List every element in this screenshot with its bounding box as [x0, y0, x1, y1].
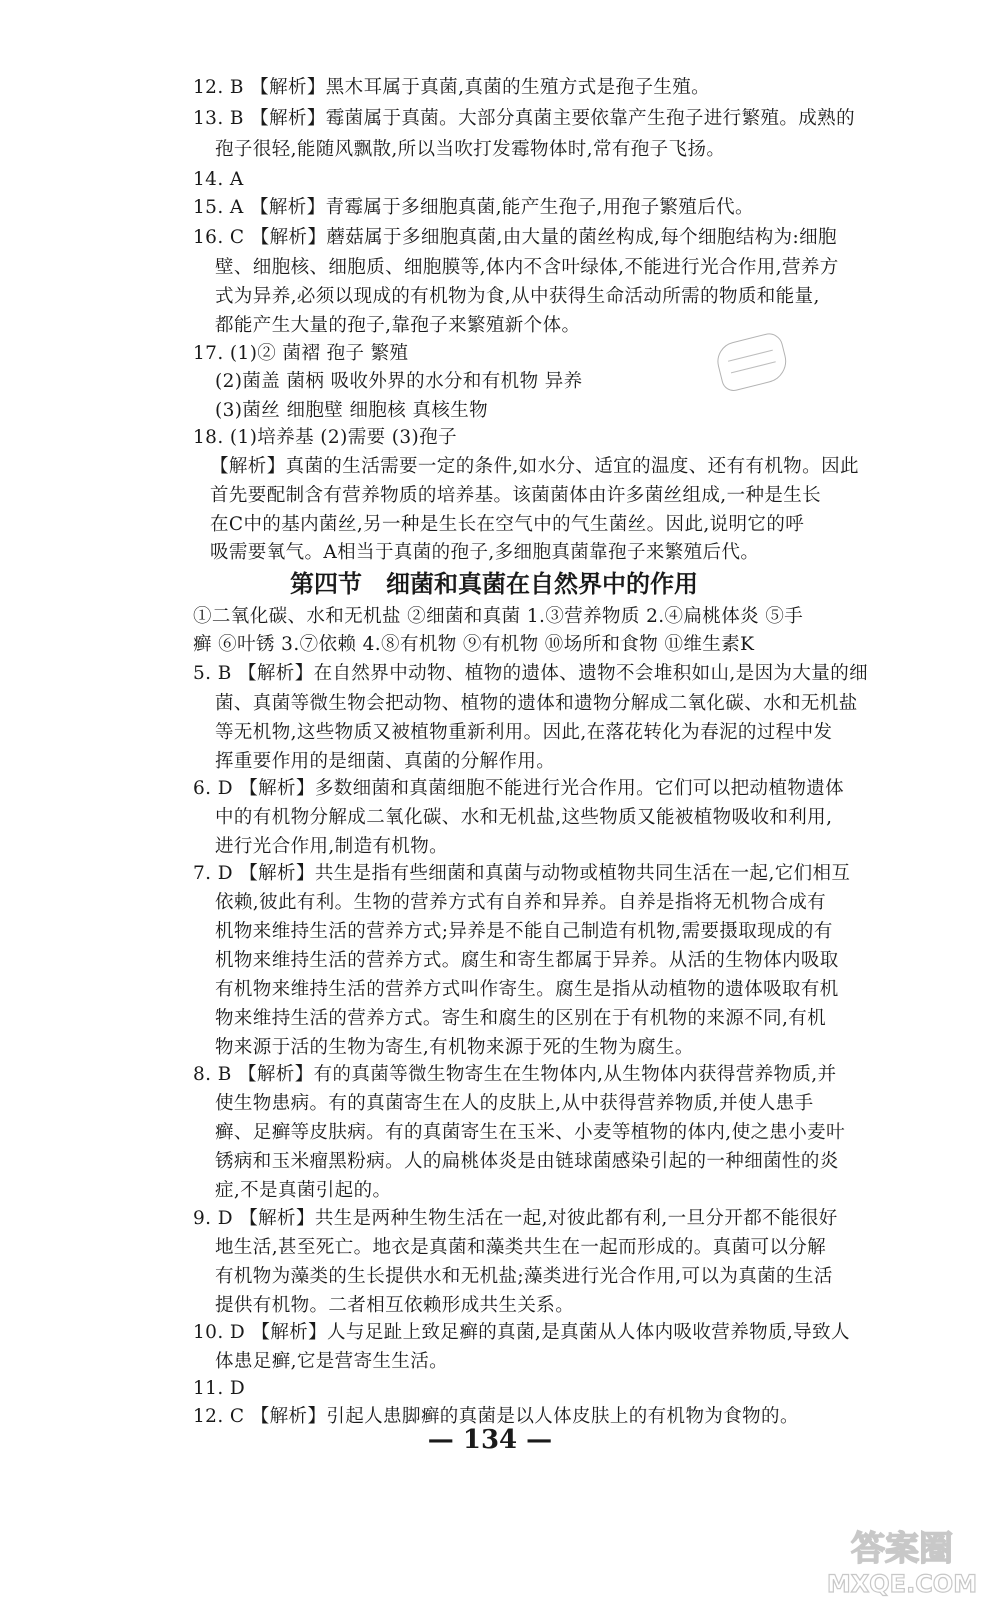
fill-in-line-2: 癣 ⑥叶锈 3.⑦依赖 4.⑧有机物 ⑨有机物 ⑩场所和食物 ⑪维生素K [193, 634, 755, 655]
answer-18-analysis-4: 吸需要氧气。A相当于真菌的孢子,多细胞真菌靠孢子来繁殖后代。 [210, 542, 760, 563]
answer-8-cont-2: 癣、足癣等皮肤病。有的真菌寄生在玉米、小麦等植物的体内,使之患小麦叶 [215, 1122, 845, 1143]
answer-17-part-2: (2)菌盖 菌柄 吸收外界的水分和有机物 异养 [215, 371, 583, 392]
answer-6: 6. D 【解析】多数细菌和真菌细胞不能进行光合作用。它们可以把动植物遗体 [193, 778, 845, 799]
answer-5-cont-3: 挥重要作用的是细菌、真菌的分解作用。 [215, 751, 556, 772]
answer-17: 17. (1)② 菌褶 孢子 繁殖 [193, 343, 409, 364]
answer-6-cont-1: 中的有机物分解成二氧化碳、水和无机盐,这些物质又能被植物吸收和利用, [215, 807, 833, 828]
answer-11: 11. D [193, 1378, 246, 1399]
answer-17-part-3: (3)菌丝 细胞壁 细胞核 真核生物 [215, 400, 489, 421]
answer-8: 8. B 【解析】有的真菌等微生物寄生在生物体内,从生物体内获得营养物质,并 [193, 1064, 837, 1085]
answer-13-cont: 孢子很轻,能随风飘散,所以当吹打发霉物体时,常有孢子飞扬。 [215, 139, 726, 160]
answer-8-cont-4: 症,不是真菌引起的。 [215, 1180, 392, 1201]
answer-9-cont-2: 有机物为藻类的生长提供水和无机盐;藻类进行光合作用,可以为真菌的生活 [215, 1266, 833, 1287]
answer-5: 5. B 【解析】在自然界中动物、植物的遗体、遗物不会堆积如山,是因为大量的细 [193, 663, 868, 684]
answer-10: 10. D 【解析】人与足趾上致足癣的真菌,是真菌从人体内吸收营养物质,导致人 [193, 1322, 850, 1343]
answer-7-cont-1: 依赖,彼此有利。生物的营养方式有自养和异养。自养是指将无机物合成有 [215, 892, 827, 913]
answer-9: 9. D 【解析】共生是两种生物生活在一起,对彼此都有利,一旦分开都不能很好 [193, 1208, 838, 1229]
answer-13: 13. B 【解析】霉菌属于真菌。大部分真菌主要依靠产生孢子进行繁殖。成熟的 [193, 108, 855, 129]
answer-6-cont-2: 进行光合作用,制造有机物。 [215, 836, 449, 857]
answer-7: 7. D 【解析】共生是指有些细菌和真菌与动物或植物共同生活在一起,它们相互 [193, 863, 851, 884]
answer-15: 15. A 【解析】青霉属于多细胞真菌,能产生孢子,用孢子繁殖后代。 [193, 197, 754, 218]
answer-16: 16. C 【解析】蘑菇属于多细胞真菌,由大量的菌丝构成,每个细胞结构为:细胞 [193, 227, 837, 248]
answer-18-analysis-2: 首先要配制含有营养物质的培养基。该菌菌体由许多菌丝组成,一种是生长 [210, 485, 822, 506]
answer-14: 14. A [193, 169, 244, 190]
answer-18-analysis-3: 在C中的基内菌丝,另一种是生长在空气中的气生菌丝。因此,说明它的呼 [210, 514, 805, 535]
answer-16-cont-2: 式为异养,必须以现成的有机物为食,从中获得生命活动所需的物质和能量, [215, 286, 820, 307]
answer-16-cont-3: 都能产生大量的孢子,靠孢子来繁殖新个体。 [215, 315, 581, 336]
watermark-logo-text: 答案圈 [851, 1529, 953, 1569]
section-heading: 第四节 细菌和真菌在自然界中的作用 [290, 570, 698, 598]
answer-7-cont-2: 机物来维持生活的营养方式;异养是不能自己制造有机物,需要摄取现成的有 [215, 921, 833, 942]
answer-8-cont-1: 使生物患病。有的真菌寄生在人的皮肤上,从中获得营养物质,并使人患手 [215, 1093, 814, 1114]
watermark-url-text: MXQE.COM [826, 1570, 978, 1598]
answer-9-cont-1: 地生活,甚至死亡。地衣是真菌和藻类共生在一起而形成的。真菌可以分解 [215, 1237, 827, 1258]
answer-5-cont-2: 等无机物,这些物质又被植物重新利用。因此,在落花转化为春泥的过程中发 [215, 722, 833, 743]
answer-16-cont-1: 壁、细胞核、细胞质、细胞膜等,体内不含叶绿体,不能进行光合作用,营养方 [215, 257, 839, 278]
watermark-logo [810, 1520, 990, 1600]
answer-5-cont-1: 菌、真菌等微生物会把动物、植物的遗体和遗物分解成二氧化碳、水和无机盐 [215, 693, 858, 714]
fill-in-line-1: ①二氧化碳、水和无机盐 ②细菌和真菌 1.③营养物质 2.④扁桃体炎 ⑤手 [193, 606, 804, 627]
answer-18-analysis-1: 【解析】真菌的生活需要一定的条件,如水分、适宜的温度、还有有机物。因此 [210, 456, 859, 477]
page-number: — 134 — [427, 1425, 553, 1455]
answer-12: 12. B 【解析】黑木耳属于真菌,真菌的生殖方式是孢子生殖。 [193, 77, 711, 98]
answer-7-cont-4: 有机物来维持生活的营养方式叫作寄生。腐生是指从动植物的遗体吸取有机 [215, 979, 839, 1000]
answer-12-section4: 12. C 【解析】引起人患脚癣的真菌是以人体皮肤上的有机物为食物的。 [193, 1406, 799, 1427]
answer-10-cont: 体患足癣,它是营寄生生活。 [215, 1351, 449, 1372]
answer-7-cont-3: 机物来维持生活的营养方式。腐生和寄生都属于异养。从活的生物体内吸取 [215, 950, 839, 971]
answer-7-cont-5: 物来维持生活的营养方式。寄生和腐生的区别在于有机物的来源不同,有机 [215, 1008, 827, 1029]
answer-18: 18. (1)培养基 (2)需要 (3)孢子 [193, 427, 457, 448]
answer-7-cont-6: 物来源于活的生物为寄生,有机物来源于死的生物为腐生。 [215, 1037, 694, 1058]
answer-8-cont-3: 锈病和玉米瘤黑粉病。人的扁桃体炎是由链球菌感染引起的一种细菌性的炎 [215, 1151, 839, 1172]
answer-9-cont-3: 提供有机物。二者相互依赖形成共生关系。 [215, 1295, 575, 1316]
